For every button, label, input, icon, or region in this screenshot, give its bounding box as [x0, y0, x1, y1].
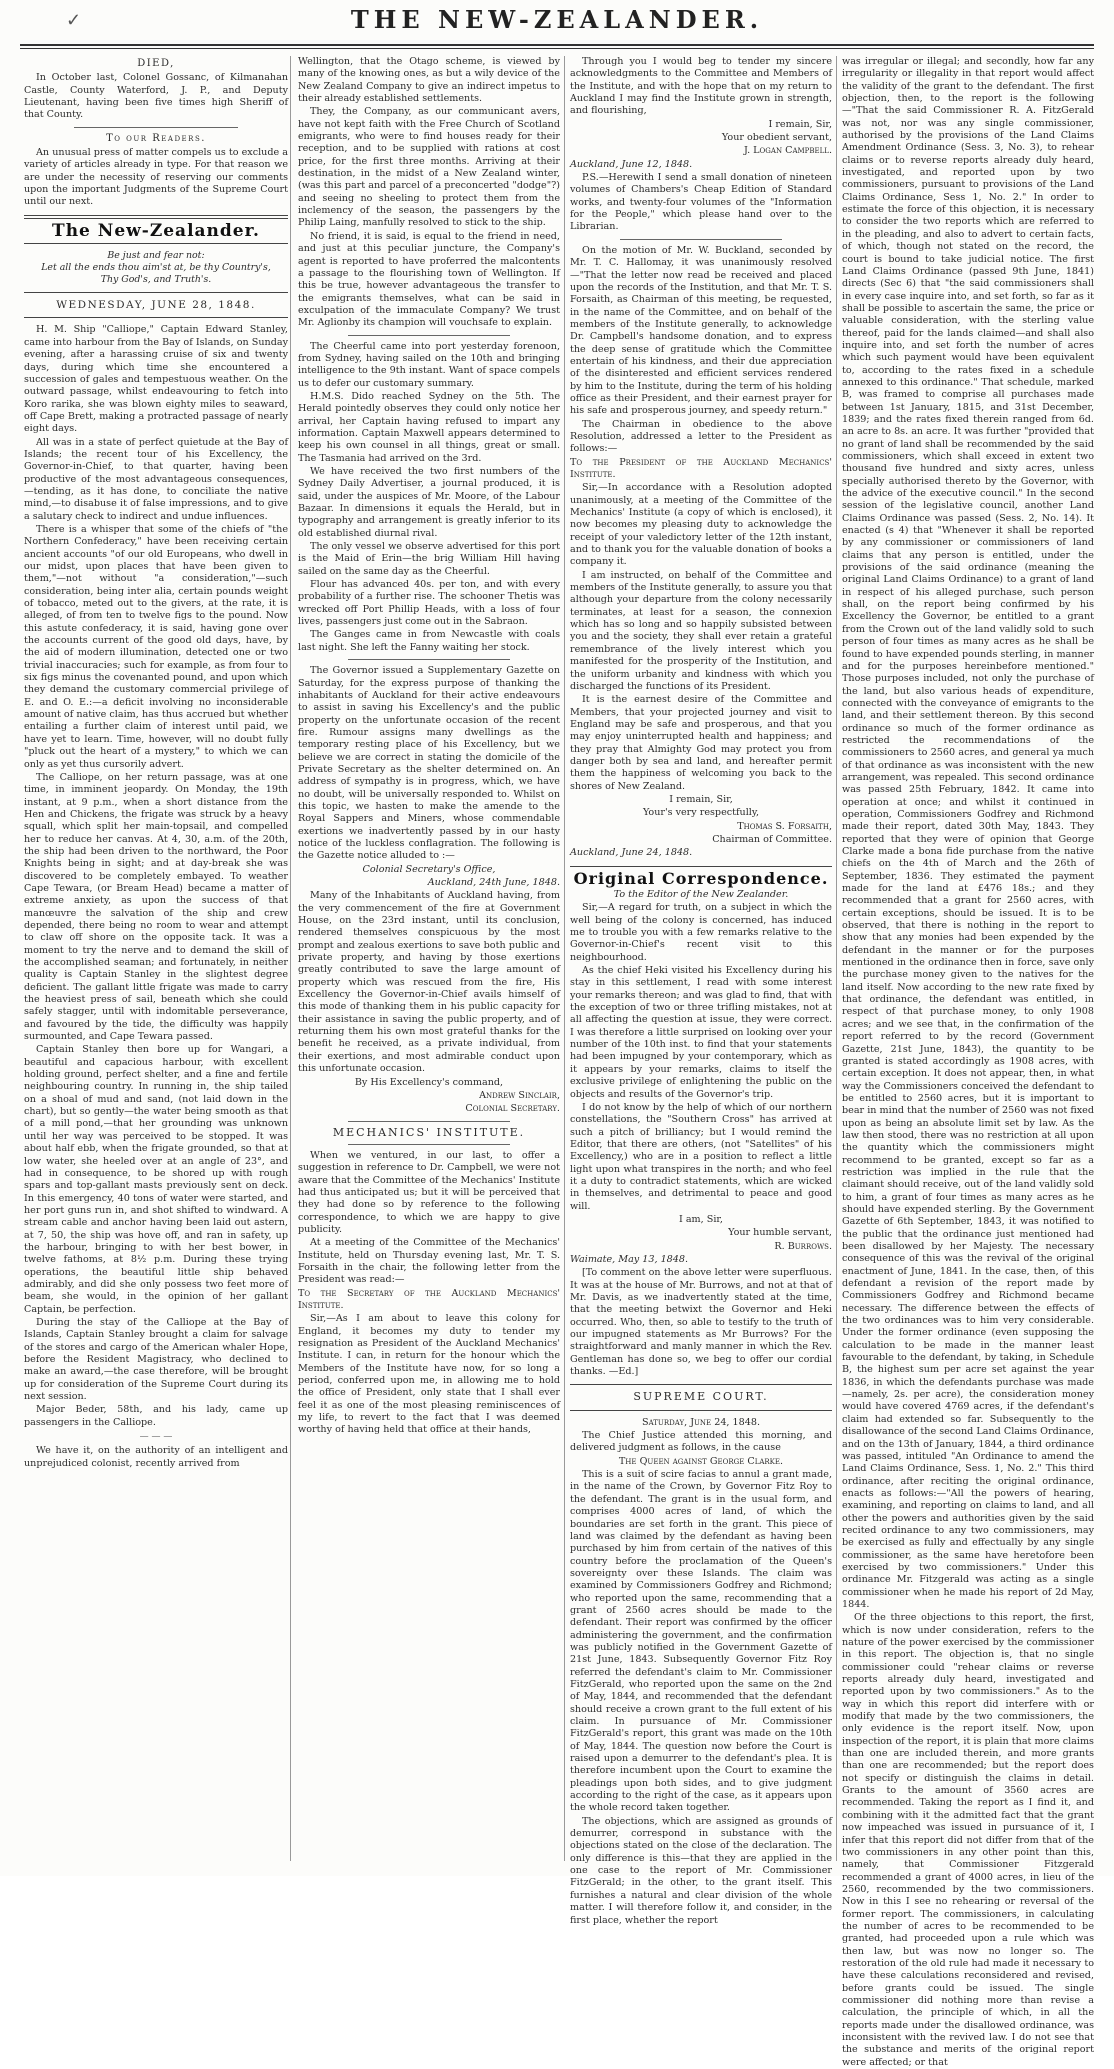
- article-paragraph: The Calliope, on her return passage, was at one time, in imminent jeopardy. On Monday, the 19th instant, at 9 p.m., when a short distance from the Hen and Chickens, the frigate was struck by a heavy squall, which split her main-topsail, and compelled her to reduce her canvas. At 4, 30, a.m. of the 20th, the ship had been driven to the northward, the Poor Knights being in sight; and at day-break she was discovered to be completely embayed. To weather Cape Tewara, (or Bream Head) became a matter of extreme anxiety, as upon the success of that manœuvre the salvation of the ship and crew depended, there being no room to wear and attempt to claw off shore on the opposite tack. It was a moment to try the nerve and to demand the skill of the accomplished seaman; and fortunately, in neither quality is Captain Stanley in the slightest degree deficient. The gallant little frigate was made to carry the heaviest press of sail, beneath which she could safely stagger, until with indomitable perseverance, and favoured by the tide, the difficulty was happily surmounted, and Cape Tewara passed.: [24, 771, 288, 1043]
- article-paragraph: All was in a state of perfect quietude at the Bay of Islands; the recent tour of his Excellency, the Governor-in-Chief, to that quarter, having been productive of the most advantageous consequences,—tending, as it has done, to conciliate the native mind,—to disabuse it of false impressions, and to give a salutary check to indirect and undue influences.: [24, 436, 288, 522]
- article-paragraph: The only vessel we observe advertised for this port is the Maid of Erin—the brig William Hill having sailed on the same day as the Cheerful.: [298, 541, 560, 577]
- motto-line-1: Be just and fear not:: [107, 250, 205, 262]
- letter-signature: Thomas S. Forsaith,: [737, 820, 832, 832]
- command-line: By His Excellency's command,: [354, 1076, 504, 1088]
- article-paragraph: Wellington, that the Otago scheme, is viewed by many of the knowing ones, as but a wily device of the New Zealand Company to give an indirect impetus to their already established settlements.: [298, 56, 560, 105]
- ink-mark: ✓: [66, 10, 82, 31]
- letter-paragraph: I am instructed, on behalf of the Committee and members of the Institute generally, to assure you that although your departure from the colony necessarily terminates, at least for a season, the connexion which has so long and so happily subsisted between you and the society, they shall ever retain a grateful remembrance of the lively interest which you manifested for the prosperity of the Institution, and the uniform urbanity and kindness with which you discharged the functions of its President.: [570, 569, 832, 692]
- divider: [348, 1144, 510, 1145]
- letter-paragraph: Sir,—A regard for truth, on a subject in which the well being of the colony is concerned, has induced me to trouble you with a few remarks relative to the Governor-in-Chief's recent visit to this neighbourhood.: [570, 902, 832, 963]
- motto-line-2: Let all the ends thou aim'st at, be thy Country's,: [41, 262, 271, 274]
- letter-address: To the Secretary of the Auckland Mechanics' Institute.: [298, 1287, 560, 1311]
- correspondence-subheading: To the Editor of the New Zealander.: [613, 889, 789, 900]
- letter-paragraph: I do not know by the help of which of our northern constellations, the "Southern Cross" has arrived at such a pitch of brilliancy; but I would remind the Editor, that there are others, (not "Satellites" of his Excellency,) who are in a position to reflect a little light upon what transpires in the north; and who feel it a duty to contradict statements, which are wicked in themselves, and detrimental to peace and good will.: [570, 1101, 832, 1212]
- letter-place-date: Auckland, June 24, 1848.: [570, 847, 693, 859]
- divider: [348, 659, 510, 660]
- dateline: WEDNESDAY, JUNE 28, 1848.: [56, 299, 256, 312]
- motto-line-3: Thy God's, and Truth's.: [100, 274, 212, 286]
- divider: [620, 239, 782, 240]
- letter-close: Your's very respectfully,: [642, 807, 760, 819]
- mechanics-institute-heading: MECHANICS' INSTITUTE.: [332, 1125, 526, 1139]
- divider-ornament: — — —: [139, 1432, 173, 1443]
- article-paragraph: H. M. Ship "Calliope," Captain Edward Stanley, came into harbour from the Bay of Islands, on Sunday evening, after a harassing cruise of six and twenty days, during which time she encountered a succession of gales and tempestuous weather. On the outward passage, whilst endeavouring to fetch into Koro rarika, she was blown eighty miles to seaward, off Cape Brett, making a protracted passage of nearly eight days.: [24, 324, 288, 435]
- letter-close: I am, Sir,: [679, 1213, 723, 1225]
- letter-close: I remain, Sir,: [669, 793, 733, 805]
- article-paragraph: At a meeting of the Committee of the Mechanics' Institute, held on Thursday evening last, Mr. T. S. Forsaith in the chair, the following letter from the President was read:—: [298, 1237, 560, 1286]
- died-heading: DIED,: [137, 58, 175, 69]
- divider: [348, 335, 510, 336]
- gazette-office: Colonial Secretary's Office,: [362, 863, 496, 875]
- divider: [74, 127, 238, 128]
- signature-name: Andrew Sinclair,: [479, 1089, 560, 1101]
- letter-place-date: Auckland, June 12, 1848.: [570, 158, 693, 170]
- article-paragraph: There is a whisper that some of the chiefs of "the Northern Confederacy," have been receiving certain ancient accounts "of our old Europeans, who dwell in our midst, upon places that have been given to them,"—not without "a consideration,"—such consideration, being inter alia, certain pounds weight of tobacco, meted out to the givers, at the rate, it is alleged, of from ten to twelve figs to the pound. Now this astute confederacy, it is said, having gone over the accounts current of the good old days, have, by the aid of modern illumination, detected one or two trivial inaccuracies; such for example, as from four to six figs minus the covenanted pound, and upon which they demand the customary commercial privilege of E. and O. E.:—a deficit involving no inconsiderable amount of native claim, has thus accrued but whether entailing a further claim of interest until paid, we have yet to learn. Time, however, will no doubt fully "pluck out the heart of a mystery," to which we can only as yet thus cursorily advert.: [24, 523, 288, 770]
- letter-paragraph: Sir,—In accordance with a Resolution adopted unanimously, at a meeting of the Committee of the Mechanics' Institute (a copy of which is enclosed), it now becomes my pleasing duty to acknowledge the receipt of your valedictory letter of the 12th instant, and to thank you for the valuable donation of books a company it.: [570, 482, 832, 568]
- rule: [570, 1410, 832, 1411]
- editor-note: [To comment on the above letter were superfluous. It was at the house of Mr. Burrows, and not at that of Mr. Davis, as we inadvertently stated at the time, that the meeting betwixt the Governor and Heki occurred. Who, then, so able to testify to the truth of our impugned statements as Mr Burrows? For the straightforward and manly manner in which the Rev. Gentleman has done so, we beg to offer our cordial thanks. —Ed.]: [570, 1267, 832, 1378]
- letter-signature: J. Logan Campbell.: [743, 145, 832, 157]
- rule: [24, 317, 288, 318]
- article-paragraph: The Governor issued a Supplementary Gazette on Saturday, for the express purpose of thanking the inhabitants of Auckland for their active endeavours to assist in saving his Excellency's and the public property on the unfortunate occasion of the recent fire. Rumour assigns many dwellings as the temporary resting place of his Excellency, but we believe we are correct in stating the domicile of the Private Secretary as the shelter determined on. An address of sympathy is in progress, which, we have no doubt, will be universally responded to. Whilst on this topic, we hasten to make the amende to the Royal Sappers and Miners, whose commendable exertions we inadvertently passed by in our hasty notice of the luckless conflagration. The following is the Gazette notice alluded to :—: [298, 665, 560, 862]
- letter-paragraph: Through you I would beg to tender my sincere acknowledgments to the Committee and Members of the Institute, and with the hope that on my return to Auckland I may find the Institute grown in strength, and flourishing,: [570, 56, 832, 117]
- died-notice: In October last, Colonel Gossanc, of Kilmanahan Castle, County Waterford, J. P., and Deputy Lieutenant, having been five times high Sheriff of that County.: [24, 72, 288, 121]
- column-3: [570, 56, 832, 1926]
- readers-heading: To our Readers.: [106, 132, 206, 144]
- article-paragraph: No friend, it is said, is equal to the friend in need, and just at this peculiar juncture, the Company's agent is reported to have proferred the malcontents a passage to the flourishing town of Wellington. If this be true, however advantageous the transfer to the emigrants themselves, what can be said in exculpation of the immaculate Company? We trust Mr. Aglionby its champion will vouchsafe to explain.: [298, 230, 560, 329]
- case-title: The Queen against George Clarke.: [618, 1455, 784, 1467]
- header-rule: [20, 44, 1094, 49]
- running-title: THE NEW-ZEALANDER.: [350, 5, 764, 34]
- letter-place-date: Waimate, May 13, 1848.: [570, 1253, 689, 1265]
- article-paragraph: Flour has advanced 40s. per ton, and with every probability of a further rise. The schooner Thetis was wrecked off Port Phillip Heads, with a loss of four lives, passengers just come out in the Sabraon.: [298, 579, 560, 628]
- readers-notice: An unusual press of matter compels us to exclude a variety of articles already in type. For that reason we are under the necessity of reserving our comments upon the important Judgments of the Supreme Court until our next.: [24, 147, 288, 208]
- letter-close: I remain, Sir,: [768, 118, 832, 130]
- article-paragraph: During the stay of the Calliope at the Bay of Islands, Captain Stanley brought a claim for salvage of the stores and cargo of the American whaler Hope, before the Resident Magistracy, who declined to make an award,—the case therefore, will be brought up for consideration of the Supreme Court during its next session.: [24, 1316, 288, 1403]
- postscript: P.S.—Herewith I send a small donation of nineteen volumes of Chambers's Cheap Edition of Standard works, and twenty-four volumes of the "Information for the People," which please hand over to the Librarian.: [570, 172, 832, 233]
- article-paragraph: The Chief Justice attended this morning, and delivered judgment as follows, in the cause: [570, 1430, 832, 1454]
- gazette-date: Auckland, 24th June, 1848.: [427, 877, 560, 888]
- court-date: Saturday, June 24, 1848.: [642, 1416, 760, 1428]
- article-paragraph: The Ganges came in from Newcastle with coals last night. She left the Fanny waiting her stock.: [298, 629, 560, 653]
- letter-close: Your obedient servant,: [721, 132, 832, 144]
- page-header: [20, 0, 1094, 44]
- article-paragraph: Major Beder, 58th, and his lady, came up passengers in the Calliope.: [24, 1404, 288, 1428]
- rule: [570, 866, 832, 867]
- correspondence-heading: Original Correspondence.: [573, 868, 829, 888]
- double-rule: [24, 215, 288, 219]
- column-4: [842, 56, 1094, 2068]
- rule: [24, 292, 288, 293]
- letter-paragraph: It is the earnest desire of the Committee and Members, that your projected journey and visit to England may be safe and prosperous, and that you may enjoy uninterrupted health and happiness; and they pray that Almighty God may protect you from danger both by sea and land, and hereafter permit them the happiness of welcoming you back to the shores of New Zealand.: [570, 694, 832, 792]
- letter-signature-title: Chairman of Committee.: [712, 833, 832, 845]
- article-paragraph: Of the three objections to this report, the first, which is now under consideration, refers to the nature of the power exercised by the commissioner in this report. The objection is, that no single commissioner could "rehear claims or reverse reports already duly heard, investigated and reported upon by two commissioners." As to the way in which this report did interfere with or modify that made by the two commissioners, the only evidence is the report itself. Now, upon inspection of the report, it is plain that more claims than one are included therein, and more grants than one are recommended; but the report does not specify or distinguish the claims in detail. Grants to the amount of 3560 acres are recommended. Taking the report as I find it, and combining with it the admitted fact that the grant now impeached was issued in pursuance of it, I infer that this report did not differ from that of the two commissioners in any other point than this, namely, that Commissioner Fitzgerald recommended a grant of 4000 acres, in lieu of the 2560, recommended by the two commissioners. Now in this I see no rehearing or reversal of the former report. The commissioners, in calculating the number of acres to be recommended to be granted, had proceeded upon a rule which was then law, but was now no longer so. The restoration of the old rule had made it necessary to have these calculations reconsidered and revised, before grants could be issued. The single commissioner did nothing more than revise a calculation, the principle of which, in all the reports made under the disallowed ordinance, was inconsistent with the revived law. I do not see that the substance and merits of the original report were affected; or that: [842, 1612, 1094, 2068]
- supreme-court-heading: SUPREME COURT.: [633, 1390, 769, 1404]
- masthead: The New-Zealander.: [52, 220, 260, 241]
- article-paragraph: When we ventured, in our last, to offer a suggestion in reference to Dr. Campbell, we were not aware that the Committee of the Mechanics' Institute had thus anticipated us; but it will be perceived that they had done so by reference to the following correspondence, to which we are happy to give publicity.: [298, 1149, 560, 1235]
- article-paragraph: On the motion of Mr. W. Buckland, seconded by Mr. T. C. Hallomay, it was unanimously resolved—"That the letter now read be received and placed upon the records of the Institution, and that Mr. T. S. Forsaith, as Chairman of this meeting, be requested, in the name of the Committee, and on behalf of the members of the Institute generally, to acknowledge Dr. Campbell's handsome donation, and to express the deep sense of gratitude which the Committee entertain of his kindness, and their due appreciation of the disinterested and efficient services rendered by him to the Institute, during the term of his holding office as their President, and their earnest prayer for his safe and prosperous journey, and speedy return.": [570, 244, 832, 417]
- article-paragraph: We have it, on the authority of an intelligent and unprejudiced colonist, recently arrived from: [24, 1445, 288, 1469]
- letter-signature: R. Burrows.: [774, 1240, 832, 1252]
- letter-address: To the President of the Auckland Mechanics' Institute.: [570, 456, 832, 480]
- rule: [24, 243, 288, 244]
- column-2: [298, 56, 560, 1866]
- columns: [24, 56, 1094, 2068]
- article-paragraph: The Chairman in obedience to the above Resolution, addressed a letter to the President as follows:—: [570, 418, 832, 455]
- letter-paragraph: As the chief Heki visited his Excellency during his stay in this settlement, I read with some interest your remarks thereon; and was glad to find, that with the exception of two or three trifling mistakes, not at all affecting the question at issue, they were correct. I was therefore a little surprised on looking over your number of the 10th inst. to find that your statements had been impugned by your contemporary, which as it appears by your remarks, claims to itself the exclusive privilege of enlightening the public on the objects and results of the Governor's trip.: [570, 965, 832, 1100]
- article-paragraph: This is a suit of scire facias to annul a grant made, in the name of the Crown, by Governor Fitz Roy to the defendant. The grant is in the usual form, and comprises 4000 acres of land, of which the boundaries are set forth in the grant. This piece of land was claimed by the defendant as having been purchased by him from certain of the natives of this country before the proclamation of the Queen's sovereignty over these Islands. The claim was examined by Commissioners Godfrey and Richmond; who reported upon the same, recommending that a grant of 2560 acres should be made to the defendant. Their report was confirmed by the officer administering the government, and the confirmation was publicly notified in the Government Gazette of 21st June, 1843. Subsequently Governor Fitz Roy referred the defendant's claim to Mr. Commissioner FitzGerald, who reported upon the same on the 2nd of May, 1844, and recommended that the defendant should receive a crown grant to the full extent of his claim. In pursuance of Mr. Commissioner FitzGerald's report, this grant was made on the 10th of May, 1844. The question now before the Court is raised upon a demurrer to the defendant's plea. It is therefore incumbent upon the Court to examine the pleadings upon both sides, and to give judgment according to the right of the case, as it appears upon the whole record taken together.: [570, 1469, 832, 1814]
- article-paragraph: The objections, which are assigned as grounds of demurrer, correspond in substance with the objections stated on the close of the declaration. The only difference is this—that they are applied in the one case to the report of Mr. Commissioner FitzGerald; in the other, to the grant itself. This furnishes a natural and clear division of the whole matter. I will therefore follow it, and consider, in the first place, whether the report: [570, 1815, 832, 1926]
- article-paragraph: Captain Stanley then bore up for Wangari, a beautiful and capacious harbour, with excellent holding ground, perfect shelter, and a fine and fertile neighbouring country. In running in, the ship tailed on a shoal of mud and sand, (not laid down in the chart), but so gently—the water being smooth as that of a mill pond,—that her grounding was unknown until her way was perceived to be stopped. It was about half ebb, when the frigate grounded, so that at low water, she heeled over at an angle of 23°, and had in consequence, to be shored up with rough spars and top-gallant masts previously sent on deck. In this emergency, 40 tons of water were started, and her port guns run in, and shot shifted to windward. A stream cable and anchor having been laid out astern, at 7, 50, the ship was hove off, and ran in safety, up the harbour, bringing to with her best bower, in twelve fathoms, at 8½ p.m. During these trying operations, the beautiful little ship behaved admirably, and did she only possess two feet more of beam, she would, in the opinion of her gallant Captain, be perfection.: [24, 1044, 288, 1315]
- letter-paragraph: Sir,—As I am about to leave this colony for England, it becomes my duty to tender my resignation as President of the Auckland Mechanics' Institute. I can, in return for the honour which the Members of the Institute have now, for so long a period, conferred upon me, in allowing me to hold the office of President, only state that I shall ever feel it as one of the most pleasing reminiscences of my life, to revert to the fact that I was deemed worthy of having held that office at their hands,: [298, 1313, 560, 1436]
- column-1: [24, 56, 288, 1866]
- letter-close: Your humble servant,: [728, 1227, 832, 1239]
- article-paragraph: We have received the two first numbers of the Sydney Daily Advertiser, a journal produced, it is said, under the auspices of Mr. Moore, of the Labour Bazaar. In dimensions it equals the Herald, but in typography and arrangement is greatly inferior to its old established diurnal rival.: [298, 466, 560, 539]
- article-paragraph: H.M.S. Dido reached Sydney on the 5th. The Herald pointedly observes they could only notice her arrival, her Captain having refused to impart any information. Captain Maxwell appears determined to keep his own counsel in all things, great or small. The Tasmania had arrived on the 3rd.: [298, 390, 560, 464]
- article-paragraph: They, the Company, as our communicant avers, have not kept faith with the Free Church of Scotland emigrants, who were to find houses ready for their reception, and to be supplied with rations at cost price, for the first three months. Arriving at their destination, in the midst of a New Zealand winter, (was this part and parcel of a preconcerted "dodge"?) and seeing no sheeling to protect them from the inclemency of the season, the passengers by the Philip Laing, manfully resolved to stick to the ship.: [298, 106, 560, 229]
- rule: [570, 1384, 832, 1385]
- article-paragraph: was irregular or illegal; and secondly, how far any irregularity or illegality in that report would affect the validity of the grant to the defendant. The first objection, then, to the report is the following—"That the said Commissioner R. A. FitzGerald was not, nor was any single commissioner, authorised by the provisions of the Land Claims Amendment Ordinance (Sess. 3, No. 3), to rehear claims or to reverse reports already duly heard, investigated, and reported upon by two commissioners, pursuant to provisions of the Land Claims Ordinance, Sess 1, No. 2." In order to estimate the force of this objection, it is necessary to consider the two reports which are referred to in the pleading, and also to advert to certain facts, of which, though not stated on the record, the court is bound to take judicial notice. The first Land Claims Ordinance (passed 9th June, 1841) directs (Sec 6) that "the said commissioners shall in every case inquire into, and set forth, so far as it shall be possible to ascertain the same, the price or valuable consideration, with the sterling value thereof, paid for the lands claimed—and shall also inquire into, and set forth the number of acres which such payment would have been equivalent to, according to the rates fixed in a schedule annexed to this ordinance." That schedule, marked B, was framed to comprise all purchases made between 1st January, 1815, and 31st December, 1839; and the rates fixed therein ranged from 6d. an acre to 8s. an acre. It was further "provided that no grant of land shall be recommended by the said commissioners, which shall exceed in extent two thousand five hundred and sixty acres, unless specially authorised thereto by the Governor, with the advice of the executive council." In the second session of the legislative council, another Land Claims Ordinance was passed (Sess. 2, No. 14). It enacted (s 4) that "Whenever it shall be reported by any commissioner or commissioners of land claims that any person is entitled, under the provisions of the said ordinance (meaning the original Land Claims Ordinance) to a grant of land in respect of his alleged purchase, such person shall, on the report being confirmed by his Excellency the Governor, be entitled to a grant from the Crown out of the land validly sold to such person of four times as many acres as he shall be found to have expended pounds sterling, in manner and for the purposes hereinbefore mentioned." Those purposes included, not only the purchase of the land, but also various heads of expenditure, connected with the conveyance of emigrants to the land, and their settlement thereon. By this second ordinance so much of the former ordinance as restricted the recommendations of the commissioners to 2560 acres, and general ya much of that ordinance as was inconsistent with the new arrangement, was repealed. This second ordinance was passed 25th February, 1842. It came into operation at once; and whilst it continued in operation, Commissioners Godfrey and Richmond made their report, dated 30th May, 1843. They reported that they were of opinion that George Clarke made a bona fide purchase from the native chiefs on the 4th of March and the 26th of September, 1836. They estimated the payment made for the land at £476 18s.; and they recommended that a grant for 2560 acres, with certain exceptions, should be issued. It is to be observed, that there is nothing in the report to show that any monies had been expended by the defendant in the manner or for the purposes mentioned in the ordinance then in force, save only the purchase money given to the natives for the land itself. Now according to the new rate fixed by that ordinance, the defendant was entitled, in respect of that purchase money, to only 1908 acres; and we see that, in the confirmation of the report referred to by the record (Government Gazette, 21st June, 1843), the quantity to be granted is stated accordingly as 1908 acres, with certain exception. It does not appear, then, in what way the Commissioners conceived the defendant to be entitled to 2560 acres, but it is important to bear in mind that the number of 2560 was not fixed upon as being an absolute limit set by law. As the law then stood, there was no restriction at all upon the quantity which the commissioners might recommend to be granted, except so far as a restriction was implied in the rule that the claimant should receive, out of the land validly sold to him, a grant of four times as many acres as he should have expended sterling. By the Government Gazette of 6th September, 1843, it was notified to the public that the ordinance just mentioned had been disallowed by her Majesty. The necessary consequence of this was the revival of the original enactment of June, 1841. In the case, then, of this defendant a revision of the report made by Commissioners Godfrey and Richmond became necessary. The difference between the effects of the two ordinances was to him very considerable. Under the former ordinance (even supposing the calculation to be made in the manner least favourable to the defendant, by taking, in Schedule B, the highest sum per acre set against the year 1836, in which the defendants purchase was made—namely, 2s. per acre), the consideration money would have covered 4769 acres, if the defendant's claim had extended so far. Subsequently to the disallowance of the second Land Claims Ordinance, and on the 13th of January, 1844, a third ordinance was passed, intituled "An Ordinance to amend the Land Claims Ordinance, Sess. 1, No. 2." This third ordinance, after reciting the original ordinance, enacts as follows:—"All the powers of hearing, examining, and reporting on claims to land, and all other the powers and authorities given by the said recited ordinance to any two commissioners, may be exercised as fully and effectually by any single commissioner, as the same have heretofore been exercised by two commissioners." Under this ordinance Mr. Fitzgerald was acting as a single commissioner when he made his report of 2d May, 1844.: [842, 56, 1094, 1610]
- signature-title: Colonial Secretary.: [465, 1103, 560, 1115]
- divider: [348, 1121, 510, 1122]
- gazette-notice: Many of the Inhabitants of Auckland having, from the very commencement of the fire at Government House, on the 23rd instant, until its conclusion, rendered themselves conspicuous by the most prompt and zealous exertions to save both public and private property, and having by those exertions greatly contributed to save the large amount of property which was rescued from the fire, His Excellency the Governor-in-Chief avails himself of this mode of thanking them in his public capacity for their assistance in saving the public property, and of returning them his own most grateful thanks for the benefit he received, as a private individual, from their exertions, and most admirable conduct upon this unfortunate occasion.: [298, 890, 560, 1075]
- article-paragraph: The Cheerful came into port yesterday forenoon, from Sydney, having sailed on the 10th and bringing intelligence to the 9th instant. Want of space compels us to defer our customary summary.: [298, 340, 560, 389]
